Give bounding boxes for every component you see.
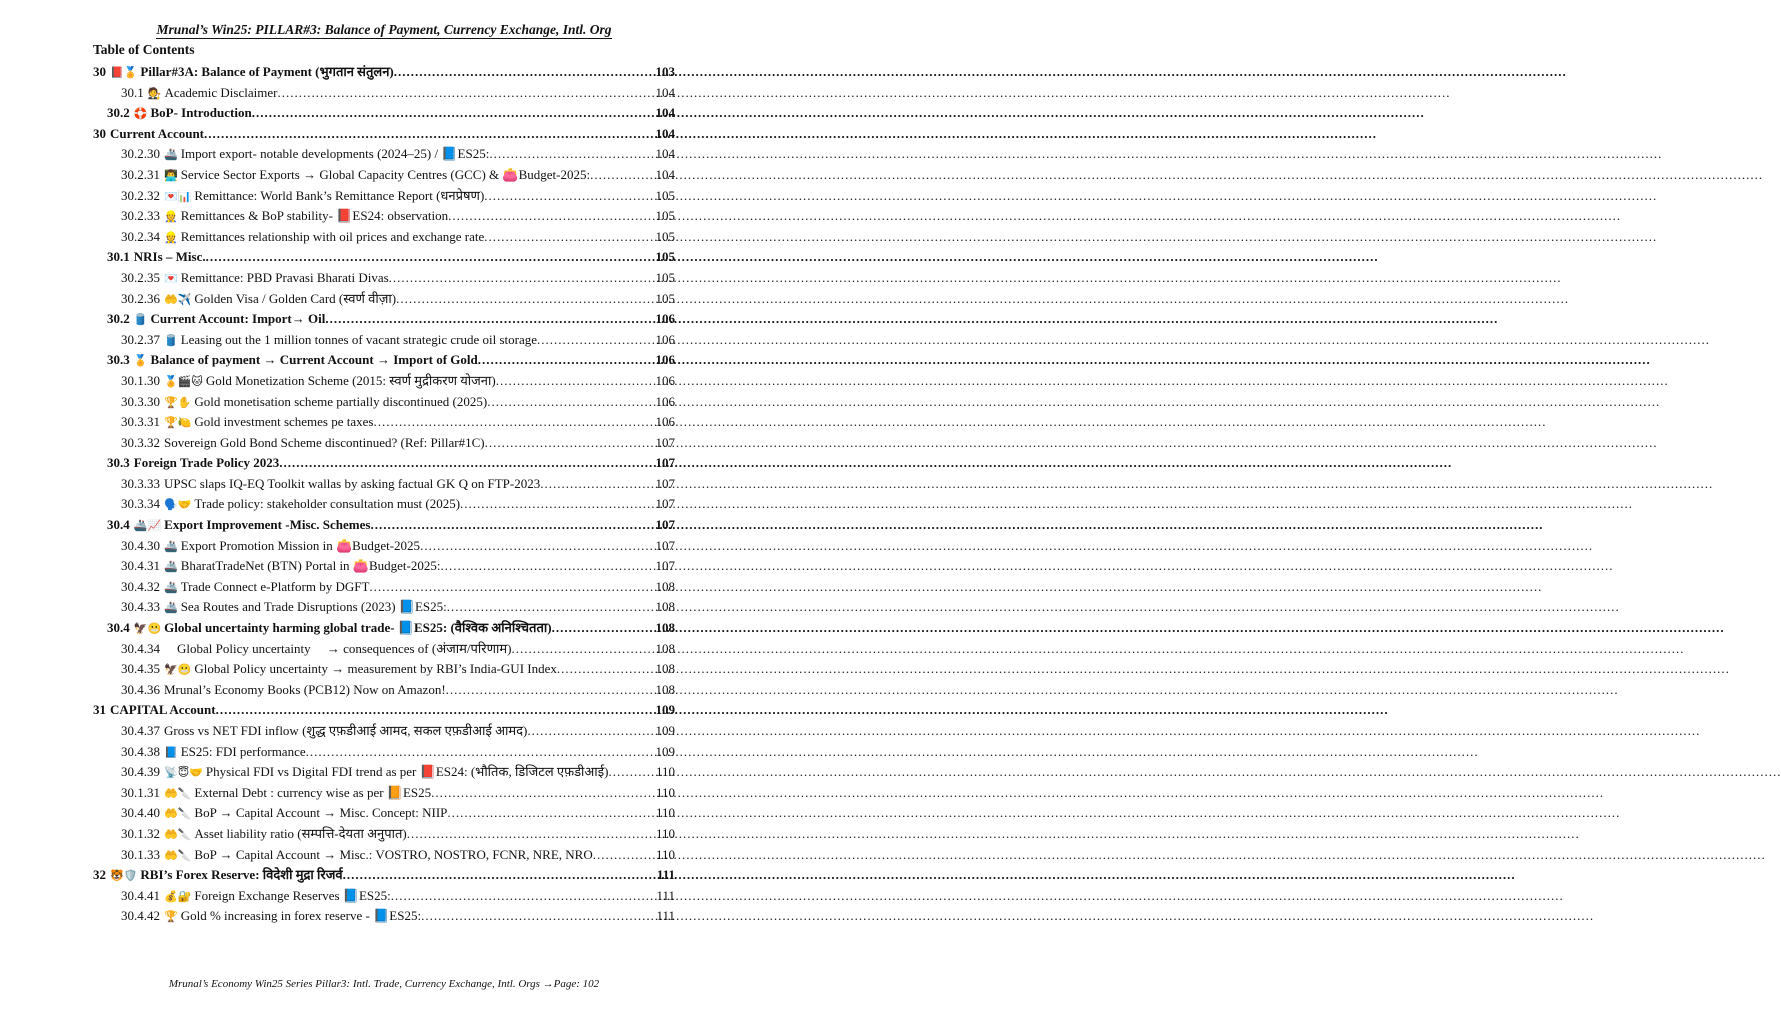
toc-entry[interactable]: [0, 227, 768, 248]
toc-dot-leader: [511, 639, 654, 660]
toc-entry-number: 30.3.34: [121, 496, 160, 512]
toc-entry-number: 30.2: [107, 311, 130, 327]
toc-entry-title: External Debt : currency wise as per 📙ES25: [194, 784, 432, 800]
toc-dot-leader: [537, 330, 654, 351]
toc-entry-number: 30.3.31: [121, 414, 160, 430]
toc-entry-emoji-icon: 🏅: [133, 354, 148, 368]
toc-entry-emoji-icon: 🛢️: [164, 333, 178, 347]
toc-dot-leader: [325, 309, 654, 330]
toc-entry-number: 30.1: [121, 84, 144, 100]
toc-entry-emoji-icon: 🤲✈️: [164, 292, 192, 306]
toc-entry-page-number: 108: [655, 578, 675, 594]
page-footer: Mrunal’s Economy Win25 Series Pillar3: Intl. Trade, Currency Exchange, Intl. Orgs →Page: 102: [168, 978, 600, 990]
toc-entry-page-number: 105: [655, 269, 675, 285]
toc-entry-page-number: 108: [655, 599, 675, 615]
toc-entry-page-number: 109: [655, 702, 675, 718]
toc-entry-emoji-icon: 💌: [164, 271, 178, 285]
toc-dot-leader: [540, 474, 654, 495]
toc-entry-page-number: 106: [655, 393, 675, 409]
toc-entry-title: Gross vs NET FDI inflow (शुद्ध एफ़डीआई आमद, सकल एफ़डीआई आमद): [164, 723, 528, 738]
toc-entry[interactable]: [0, 62, 768, 83]
toc-dot-leader: [478, 350, 655, 371]
toc-entry-page-number: 109: [655, 723, 675, 738]
toc-entry[interactable]: [0, 659, 768, 680]
toc-entry-title: Academic Disclaimer: [164, 84, 278, 100]
toc-entry[interactable]: [0, 289, 768, 310]
toc-entry-page-number: 105: [655, 208, 675, 224]
toc-dot-leader: [446, 680, 655, 701]
toc-entry-title: BharatTradeNet (BTN) Portal in 👛Budget-2025:: [180, 558, 441, 574]
toc-dot-leader: [216, 700, 655, 721]
toc-entry[interactable]: [0, 494, 768, 515]
toc-entry-emoji-icon: 🗣️🤝: [164, 498, 192, 512]
toc-entry-page-number: 103: [655, 64, 675, 79]
toc-entry-page-number: 108: [655, 620, 675, 636]
toc-entry-link[interactable]: [121, 412, 675, 434]
toc-entry[interactable]: [0, 824, 768, 845]
toc-entry[interactable]: [0, 618, 768, 639]
toc-entry-link[interactable]: [121, 536, 675, 558]
toc-dot-leader: [590, 165, 654, 186]
toc-entry-page-number: 111: [656, 887, 675, 903]
toc-entry-page-number: 107: [655, 434, 675, 450]
toc-entry-emoji-icon: 🐯🛡️: [110, 869, 138, 883]
toc-entry-link[interactable]: [121, 742, 675, 764]
toc-entry[interactable]: [0, 865, 768, 886]
toc-entry[interactable]: [0, 144, 768, 165]
toc-entry[interactable]: [0, 639, 768, 660]
toc-entry-number: 30.2.30: [121, 146, 160, 162]
toc-entry-emoji-icon: 🚢📈: [133, 519, 162, 533]
toc-entry-page-number: 110: [655, 764, 675, 780]
toc-entry-page-number: 107: [655, 455, 675, 471]
toc-entry-page-number: 107: [655, 517, 675, 533]
toc-entry-number: 30.2.35: [121, 269, 160, 285]
toc-entry-link[interactable]: [121, 659, 675, 681]
toc-entry[interactable]: [0, 721, 768, 742]
toc-entry-link[interactable]: [107, 247, 675, 268]
toc-entry-title: Pillar#3A: Balance of Payment (भुगतान संतुलन): [140, 64, 394, 79]
toc-dot-leader: [277, 83, 654, 104]
toc-entry-emoji-icon: 🏅🎬🐱: [164, 374, 203, 388]
toc-entry-page-number: 110: [655, 784, 675, 800]
toc-entry-link[interactable]: [121, 289, 675, 311]
toc-entry[interactable]: [0, 392, 768, 413]
toc-entry-number: 30.1.33: [121, 846, 160, 862]
toc-entry[interactable]: [0, 680, 768, 701]
toc-entry[interactable]: [0, 474, 768, 495]
toc-dot-leader: [204, 124, 654, 145]
toc-entry-page-number: 107: [655, 558, 675, 574]
toc-entry-page-number: 107: [655, 475, 675, 491]
toc-entry-link[interactable]: [121, 144, 675, 166]
toc-entry-number: 30.4.30: [121, 537, 160, 553]
toc-entry-page-number: 110: [655, 825, 675, 841]
toc-entry-emoji-icon: 🚢: [164, 148, 178, 162]
toc-entry-page-number: 111: [656, 867, 675, 883]
toc-entry-link[interactable]: [121, 680, 675, 701]
toc-entry-number: 30.4.41: [121, 887, 160, 903]
toc-entry-page-number: 104: [655, 146, 675, 162]
toc-entry-link[interactable]: [107, 618, 675, 640]
toc-entry-title: Golden Visa / Golden Card (स्वर्ण वीज़ा): [194, 290, 397, 306]
toc-entry-page-number: 109: [655, 743, 675, 759]
toc-entry-number: 30.4.37: [121, 723, 160, 738]
toc-entry-title: Current Account: Import→ Oil: [150, 311, 326, 327]
toc-entry-number: 30.2.37: [121, 331, 160, 347]
toc-entry-title: Remittances & BoP stability- 📕ES24: observation: [180, 208, 449, 224]
toc-list: [0, 62, 768, 927]
toc-entry-link[interactable]: [93, 865, 675, 887]
toc-entry-title: Trade Connect e-Platform by DGFT: [180, 578, 370, 594]
toc-entry-link[interactable]: [121, 824, 675, 846]
toc-entry-link[interactable]: [121, 577, 675, 599]
page-header-title: Mrunal’s Win25: PILLAR#3: Balance of Payment, Currency Exchange, Intl. Org: [156, 22, 612, 37]
toc-entry[interactable]: [0, 515, 768, 536]
toc-entry-number: 30.2.32: [121, 187, 160, 203]
toc-dot-leader: [440, 556, 654, 577]
toc-entry[interactable]: [0, 268, 768, 289]
toc-entry-link[interactable]: [121, 886, 675, 908]
toc-entry-number: 30.4.40: [121, 805, 160, 821]
toc-entry-emoji-icon: 🦅😬: [133, 622, 162, 636]
toc-entry-title: CAPITAL Account: [110, 702, 216, 718]
toc-entry-emoji-icon: 📘: [164, 745, 178, 759]
toc-entry-title: BoP → Capital Account → Misc.: VOSTRO, NOSTRO, FCNR, NRE, NRO: [194, 846, 593, 862]
toc-entry-link[interactable]: [107, 103, 675, 125]
toc-entry[interactable]: [0, 247, 768, 268]
toc-entry-title: RBI’s Forex Reserve: विदेशी मुद्रा रिजर्व: [140, 867, 343, 883]
toc-dot-leader: [447, 597, 655, 618]
toc-dot-leader: [496, 371, 655, 392]
toc-entry-page-number: 104: [655, 105, 675, 121]
toc-entry-link[interactable]: [121, 639, 675, 660]
toc-entry[interactable]: [0, 433, 768, 454]
toc-entry-number: 30.4.33: [121, 599, 160, 615]
toc-entry[interactable]: [0, 124, 768, 145]
toc-entry-number: 30.3: [107, 352, 130, 368]
toc-entry-number: 30.2.33: [121, 208, 160, 224]
toc-entry-number: 30.4.32: [121, 578, 160, 594]
toc-entry[interactable]: [0, 350, 768, 371]
toc-entry[interactable]: [0, 577, 768, 598]
toc-entry-title: Service Sector Exports → Global Capacity Centres (GCC) & 👛Budget-2025:: [180, 166, 591, 182]
toc-entry-title: Export Promotion Mission in 👛Budget-2025: [180, 537, 421, 553]
toc-entry-link[interactable]: [121, 845, 675, 867]
toc-dot-leader: [489, 144, 654, 165]
toc-entry-page-number: 105: [655, 290, 675, 306]
toc-dot-leader: [487, 392, 654, 413]
toc-entry-link[interactable]: [121, 494, 675, 516]
toc-entry[interactable]: [0, 906, 768, 927]
toc-entry-title: BoP- Introduction: [150, 105, 252, 121]
toc-entry-emoji-icon: 📡😇🤝: [164, 766, 203, 780]
toc-entry-number: 30.3: [107, 455, 130, 471]
toc-entry-title: Asset liability ratio (सम्पत्ति-देयता अनुपात): [194, 825, 407, 841]
toc-entry-link[interactable]: [107, 515, 675, 537]
toc-dot-leader: [557, 659, 655, 680]
toc-entry-title: Gold Monetization Scheme (2015: स्वर्ण मुद्रीकरण योजना): [205, 372, 496, 388]
toc-entry-page-number: 106: [655, 331, 675, 347]
toc-dot-leader: [396, 289, 654, 310]
toc-entry[interactable]: [0, 700, 768, 721]
toc-entry-number: 30.4: [107, 620, 130, 636]
toc-dot-leader: [370, 515, 654, 536]
toc-entry-emoji-icon: 🚢: [164, 539, 178, 553]
toc-entry-page-number: 105: [655, 228, 675, 244]
toc-entry-link[interactable]: [121, 371, 675, 393]
toc-entry[interactable]: [0, 309, 768, 330]
toc-entry-page-number: 107: [655, 496, 675, 512]
toc-dot-leader: [608, 762, 655, 783]
toc-entry-number: 30.3.30: [121, 393, 160, 409]
toc-entry-link[interactable]: [121, 556, 675, 578]
toc-entry-number: 30.4.35: [121, 661, 160, 677]
page-header: [0, 22, 768, 38]
toc-entry-number: 31: [93, 702, 106, 718]
toc-entry-link[interactable]: [121, 227, 675, 249]
toc-dot-leader: [389, 268, 655, 289]
toc-entry-number: 32: [93, 867, 106, 883]
toc-entry-link[interactable]: [121, 783, 675, 805]
toc-entry-title: Trade policy: stakeholder consultation must (2025): [194, 496, 461, 512]
toc-entry-title: ES25: FDI performance: [180, 743, 306, 759]
toc-dot-leader: [431, 783, 655, 804]
toc-entry-link[interactable]: [121, 392, 675, 414]
toc-dot-leader: [420, 536, 654, 557]
toc-entry-link[interactable]: [93, 700, 675, 721]
toc-entry-number: 30.4.31: [121, 558, 160, 574]
toc-entry[interactable]: [0, 886, 768, 907]
toc-entry-emoji-icon: 💌📊: [164, 189, 192, 203]
toc-entry-title: Sea Routes and Trade Disruptions (2023) 📘ES25:: [180, 599, 447, 615]
toc-entry[interactable]: [0, 103, 768, 124]
toc-entry-link[interactable]: [121, 186, 675, 208]
toc-title: Table of Contents: [93, 42, 195, 57]
toc-entry-emoji-icon: 👨‍💻: [164, 168, 178, 182]
toc-entry[interactable]: [0, 803, 768, 824]
toc-entry[interactable]: [0, 83, 768, 104]
toc-entry-title: Global Policy uncertainty → consequences of (अंजाम/परिणाम): [164, 640, 512, 656]
toc-entry-emoji-icon: 🚢: [164, 580, 178, 594]
toc-entry-title: Remittances relationship with oil prices and exchange rate: [180, 228, 485, 244]
toc-entry[interactable]: [0, 783, 768, 804]
toc-entry-emoji-icon: 🚢: [164, 601, 178, 615]
toc-entry-page-number: 110: [655, 846, 675, 862]
toc-entry-title: Remittance: World Bank’s Remittance Report (धनप्रेषण): [194, 187, 485, 203]
toc-entry-link[interactable]: [121, 165, 675, 187]
toc-entry-title: Gold monetisation scheme partially discontinued (2025): [194, 393, 488, 409]
toc-entry[interactable]: [0, 206, 768, 227]
toc-entry-number: 30.2: [107, 105, 130, 121]
toc-entry-title: Leasing out the 1 million tonnes of vacant strategic crude oil storage: [180, 331, 538, 347]
toc-dot-leader: [448, 206, 654, 227]
toc-entry-page-number: 104: [655, 125, 675, 141]
toc-entry-number: 30.4.36: [121, 681, 160, 697]
toc-entry-title: Global Policy uncertainty → measurement by RBI’s India-GUI Index: [194, 661, 557, 677]
toc-dot-leader: [552, 618, 655, 639]
toc-entry-number: 30.1: [107, 249, 130, 265]
toc-entry-number: 30.3.33: [121, 475, 160, 491]
toc-entry-link[interactable]: [107, 309, 675, 331]
toc-entry-link[interactable]: [121, 803, 675, 825]
toc-entry-emoji-icon: 📕🏅: [110, 66, 138, 79]
toc-dot-leader: [369, 577, 654, 598]
toc-dot-leader: [593, 845, 655, 866]
toc-entry[interactable]: [0, 597, 768, 618]
toc-entry-link[interactable]: [107, 350, 675, 372]
toc-entry-number: 30.2.36: [121, 290, 160, 306]
toc-entry-emoji-icon: 🏆🍋: [164, 416, 192, 430]
toc-entry-title: Export Improvement -Misc. Schemes: [164, 517, 371, 533]
toc-dot-leader: [485, 433, 655, 454]
toc-entry-number: 30: [93, 64, 106, 79]
toc-entry-number: 30.4.42: [121, 908, 160, 924]
toc-dot-leader: [527, 721, 654, 742]
toc-entry-emoji-icon: 💰🔐: [164, 889, 192, 903]
toc-entry-number: 30.2.34: [121, 228, 160, 244]
toc-entry-link[interactable]: [93, 62, 675, 84]
toc-entry-page-number: 104: [655, 84, 675, 100]
toc-entry-emoji-icon: 🦅😬: [164, 663, 192, 677]
toc-entry-link[interactable]: [93, 124, 675, 145]
toc-entry-title: Gold % increasing in forex reserve - 📘ES25:: [180, 908, 422, 924]
toc-entry-title: Foreign Exchange Reserves 📘ES25:: [194, 887, 391, 903]
toc-dot-leader: [306, 742, 655, 763]
toc-entry-link[interactable]: [121, 330, 675, 352]
toc-entry-link[interactable]: [121, 597, 675, 619]
toc-entry-title: BoP → Capital Account → Misc. Concept: NIIP: [194, 805, 448, 821]
toc-entry-emoji-icon: 🤲🔪: [164, 786, 192, 800]
toc-entry[interactable]: [0, 536, 768, 557]
toc-entry-emoji-icon: 🤲🔪: [164, 807, 192, 821]
toc-entry-link[interactable]: [121, 474, 675, 495]
toc-entry-number: 30.4: [107, 517, 130, 533]
toc-entry-page-number: 107: [655, 537, 675, 553]
toc-entry-title: Balance of payment → Current Account → Import of Gold: [150, 352, 478, 368]
toc-entry[interactable]: [0, 845, 768, 866]
toc-dot-leader: [343, 865, 656, 886]
toc-entry-link[interactable]: [121, 433, 675, 454]
toc-entry-emoji-icon: 🛢️: [133, 313, 148, 327]
toc-entry-page-number: 106: [655, 414, 675, 430]
toc-entry-emoji-icon: 🤲🔪: [164, 827, 192, 841]
toc-dot-leader: [484, 186, 654, 207]
toc-entry-title: Remittance: PBD Pravasi Bharati Divas: [180, 269, 389, 285]
toc-entry-page-number: 106: [655, 352, 675, 368]
toc-entry-link[interactable]: [121, 762, 675, 784]
toc-entry-number: 30.1.31: [121, 784, 160, 800]
toc-entry-number: 30.4.38: [121, 743, 160, 759]
toc-entry-title: Gold investment schemes pe taxes: [194, 414, 374, 430]
toc-dot-leader: [206, 247, 655, 268]
toc-entry-number: 30.3.32: [121, 434, 160, 450]
toc-dot-leader: [252, 103, 655, 124]
toc-entry-link[interactable]: [121, 906, 675, 928]
toc-entry-link[interactable]: [121, 721, 675, 742]
toc-entry-page-number: 104: [655, 166, 675, 182]
toc-entry-number: 30.4.39: [121, 764, 160, 780]
toc-dot-leader: [394, 62, 655, 83]
toc-entry-emoji-icon: 🏆: [164, 910, 178, 924]
toc-entry[interactable]: [0, 371, 768, 392]
toc-entry[interactable]: [0, 186, 768, 207]
toc-entry-page-number: 108: [655, 661, 675, 677]
toc-entry-number: 30.4.34: [121, 640, 160, 656]
toc-entry-page-number: 106: [655, 372, 675, 388]
toc-entry-emoji-icon: 🧑‍⚖️: [147, 86, 162, 100]
toc-dot-leader: [421, 906, 655, 927]
toc-entry-emoji-icon: 🛟: [133, 107, 148, 121]
toc-entry-emoji-icon: 👷: [164, 230, 178, 244]
toc-entry-page-number: 110: [655, 805, 675, 821]
toc-dot-leader: [391, 886, 656, 907]
toc-entry-link[interactable]: [107, 453, 675, 474]
toc-entry-number: 30.1.30: [121, 372, 160, 388]
toc-entry-emoji-icon: 🚢: [164, 560, 178, 574]
toc-entry[interactable]: [0, 330, 768, 351]
toc-entry[interactable]: [0, 742, 768, 763]
toc-entry-page-number: 108: [655, 681, 675, 697]
toc-entry-title: Current Account: [110, 125, 205, 141]
toc-entry-link[interactable]: [121, 268, 675, 290]
toc-entry-emoji-icon: 🤲🔪: [164, 848, 192, 862]
toc-entry-emoji-icon: 🏆✋: [164, 395, 192, 409]
toc-entry-number: 30.2.31: [121, 166, 160, 182]
toc-entry[interactable]: [0, 453, 768, 474]
toc-entry-title: Foreign Trade Policy 2023: [133, 455, 280, 471]
toc-entry[interactable]: [0, 556, 768, 577]
toc-entry-title: Physical FDI vs Digital FDI trend as per 📕ES24: (भौतिक, डिजिटल एफ़डीआई): [205, 764, 609, 780]
toc-entry-title: Mrunal’s Economy Books (PCB12) Now on Amazon!: [164, 681, 446, 697]
toc-entry-number: 30.1.32: [121, 825, 160, 841]
toc-entry-page-number: 106: [655, 311, 675, 327]
toc-entry[interactable]: [0, 412, 768, 433]
toc-entry-title: Import export- notable developments (2024–25) / 📘ES25:: [180, 146, 490, 162]
toc-entry-page-number: 105: [655, 187, 675, 203]
toc-entry-page-number: 108: [655, 640, 675, 656]
toc-entry-title: Sovereign Gold Bond Scheme discontinued? (Ref: Pillar#1C): [164, 434, 485, 450]
toc-entry-title: Global uncertainty harming global trade- 📘ES25: (वैश्विक अनिश्चितता): [164, 620, 552, 636]
toc-entry-link[interactable]: [121, 206, 675, 228]
toc-dot-leader: [279, 453, 654, 474]
toc-entry-link[interactable]: [121, 83, 675, 105]
toc-entry-title: UPSC slaps IQ-EQ Toolkit wallas by asking factual GK Q on FTP-2023: [164, 475, 541, 491]
toc-dot-leader: [484, 227, 654, 248]
toc-entry-page-number: 111: [656, 908, 675, 924]
toc-entry-title: NRIs – Misc.: [133, 249, 206, 265]
toc-dot-leader: [407, 824, 655, 845]
toc-dot-leader: [460, 494, 654, 515]
toc-entry-page-number: 105: [655, 249, 675, 265]
toc-entry-number: 30: [93, 125, 106, 141]
toc-dot-leader: [447, 803, 655, 824]
toc-dot-leader: [373, 412, 654, 433]
toc-entry[interactable]: [0, 762, 768, 783]
toc-entry[interactable]: [0, 165, 768, 186]
toc-entry-emoji-icon: 👷: [164, 210, 178, 224]
